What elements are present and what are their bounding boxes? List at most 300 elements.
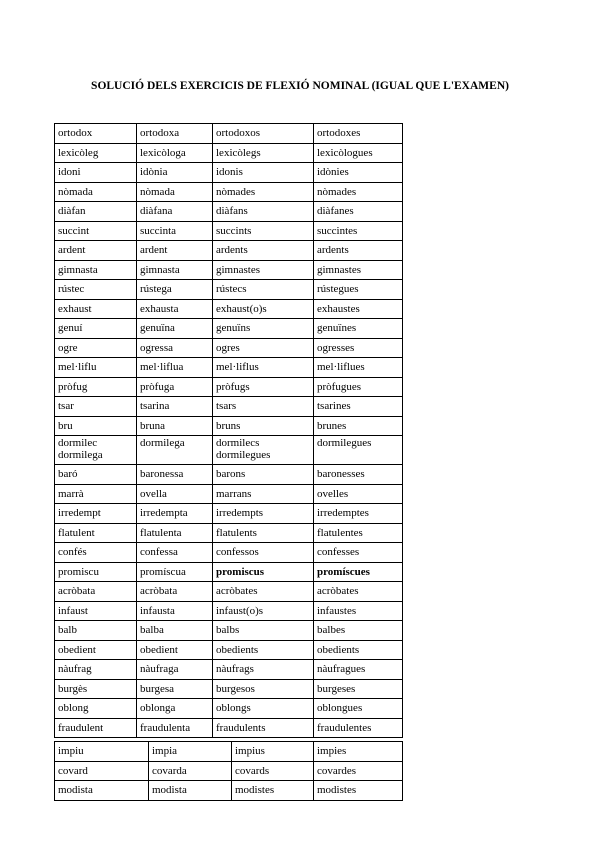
table-cell: [314, 484, 403, 504]
cell-text: impius: [235, 745, 265, 758]
table-row: [55, 299, 403, 319]
table-cell: [213, 163, 314, 183]
cell-text: impies: [317, 745, 347, 758]
table-row: [55, 465, 403, 485]
table-cell: [314, 241, 403, 261]
table-cell: [314, 699, 403, 719]
table-cell: [137, 660, 213, 680]
table-cell: [55, 601, 137, 621]
cell-text: ortodoxos: [216, 127, 260, 140]
cell-text: rústec: [58, 283, 85, 296]
table-cell: [55, 202, 137, 222]
table-cell: [137, 504, 213, 524]
table-row: [55, 562, 403, 582]
cell-text: irredempt: [58, 507, 101, 520]
table-cell: [314, 761, 403, 781]
cell-text: succints: [216, 224, 252, 237]
cell-text: nàufragues: [317, 663, 366, 676]
table-cell: [137, 260, 213, 280]
table-cell: [213, 260, 314, 280]
cell-text: irredemptes: [317, 507, 369, 520]
table-cell: [314, 660, 403, 680]
cell-text: fraudulent: [58, 721, 104, 734]
cell-text: pròfugues: [317, 380, 361, 393]
table-row: [55, 582, 403, 602]
table-cell: [314, 504, 403, 524]
nominal-inflection-table: [54, 123, 403, 738]
table-cell: [213, 319, 314, 339]
cell-text: dormilecs dormilegues: [216, 437, 271, 461]
nominal-inflection-table-continued: [54, 741, 403, 801]
cell-text: nòmades: [317, 185, 357, 198]
table-cell: [55, 163, 137, 183]
cell-text: nàufraga: [140, 663, 179, 676]
cell-text: lexicòleg: [58, 146, 99, 159]
cell-text: covardes: [317, 764, 357, 777]
table-cell: [55, 679, 137, 699]
table-cell: [314, 523, 403, 543]
table-cell: [55, 280, 137, 300]
cell-text: flatulent: [58, 526, 95, 539]
table-row: [55, 163, 403, 183]
cell-text: diàfana: [140, 205, 173, 218]
cell-text: lexicòloga: [140, 146, 186, 159]
cell-text: modista: [152, 784, 187, 797]
table-cell: [137, 221, 213, 241]
table-cell: [213, 543, 314, 563]
cell-text: acròbata: [140, 585, 178, 598]
cell-text: bruns: [216, 419, 241, 432]
cell-text: fraudulenta: [140, 721, 191, 734]
table-cell: [213, 377, 314, 397]
cell-text: gimnasta: [58, 263, 98, 276]
table-cell: [55, 640, 137, 660]
cell-text: dormilega: [140, 437, 185, 449]
cell-text: oblongs: [216, 702, 251, 715]
cell-text: mel·liflus: [216, 361, 259, 374]
cell-text: irredempts: [216, 507, 264, 520]
table-cell: [55, 241, 137, 261]
cell-text: succinta: [140, 224, 177, 237]
cell-text: acròbata: [58, 585, 96, 598]
table-row: [55, 504, 403, 524]
cell-text: confessa: [140, 546, 178, 559]
cell-text: mel·liflues: [317, 361, 365, 374]
table-cell: [55, 562, 137, 582]
table-cell: [137, 124, 213, 144]
cell-text: ortodox: [58, 127, 93, 140]
cell-text: oblonga: [140, 702, 176, 715]
table-cell: [55, 543, 137, 563]
table-cell: [213, 221, 314, 241]
cell-text: flatulentes: [317, 526, 363, 539]
cell-text: obedients: [216, 643, 259, 656]
cell-text: promíscua: [140, 565, 186, 578]
table-cell: [213, 640, 314, 660]
table-cell: [137, 543, 213, 563]
cell-text: ogressa: [140, 341, 173, 354]
table-cell: [137, 640, 213, 660]
cell-text: idonis: [216, 166, 243, 179]
cell-text: ortodoxes: [317, 127, 361, 140]
cell-text: tsar: [58, 400, 74, 413]
table-cell: [55, 124, 137, 144]
cell-text: burgeses: [317, 682, 356, 695]
table-cell: [213, 504, 314, 524]
cell-text: ardent: [58, 244, 86, 257]
table-cell: [314, 182, 403, 202]
table-cell: [314, 202, 403, 222]
table-cell: [314, 562, 403, 582]
table-cell: [213, 484, 314, 504]
cell-text: dormilegues: [317, 437, 372, 449]
cell-text: idònia: [140, 166, 168, 179]
cell-text: pròfuga: [140, 380, 175, 393]
cell-text: ortodoxa: [140, 127, 180, 140]
table-row: [55, 679, 403, 699]
table-cell: [55, 397, 137, 417]
table-cell: [213, 299, 314, 319]
table-cell: [137, 562, 213, 582]
table-row: [55, 761, 403, 781]
cell-text: genuí: [58, 322, 83, 335]
table-cell: [55, 761, 149, 781]
table-cell: [55, 143, 137, 163]
table-cell: [314, 718, 403, 738]
table-cell: [314, 319, 403, 339]
table-cell: [137, 143, 213, 163]
cell-text: rústega: [140, 283, 172, 296]
table-row: [55, 124, 403, 144]
cell-text: burgesa: [140, 682, 175, 695]
table-cell: [314, 621, 403, 641]
table-row: [55, 143, 403, 163]
cell-text: balb: [58, 624, 77, 637]
cell-text: fraudulents: [216, 721, 266, 734]
cell-text: pròfugs: [216, 380, 250, 393]
cell-text: ardents: [317, 244, 349, 257]
table-row: [55, 523, 403, 543]
table-cell: [314, 582, 403, 602]
table-cell: [314, 124, 403, 144]
table-cell: [314, 436, 403, 465]
table-cell: [137, 484, 213, 504]
table-cell: [213, 241, 314, 261]
table-row: [55, 742, 403, 762]
cell-text: rústecs: [216, 283, 247, 296]
table-cell: [314, 543, 403, 563]
cell-text: infaust: [58, 604, 88, 617]
table-row: [55, 338, 403, 358]
cell-text: nòmada: [140, 185, 175, 198]
table-row: [55, 699, 403, 719]
cell-text: nòmades: [216, 185, 256, 198]
table-row: [55, 601, 403, 621]
cell-text: modistes: [235, 784, 275, 797]
table-cell: [137, 241, 213, 261]
cell-text: mel·liflu: [58, 361, 97, 374]
cell-text: confesses: [317, 546, 360, 559]
table-cell: [137, 621, 213, 641]
table-cell: [213, 582, 314, 602]
cell-text: brunes: [317, 419, 347, 432]
table-cell: [232, 781, 314, 801]
table-cell: [314, 601, 403, 621]
table-cell: [213, 338, 314, 358]
table-cell: [55, 699, 137, 719]
table-cell: [137, 699, 213, 719]
table-cell: [314, 299, 403, 319]
cell-text: bruna: [140, 419, 166, 432]
cell-text: obedients: [317, 643, 360, 656]
table-cell: [149, 761, 232, 781]
cell-text: gimnastes: [317, 263, 361, 276]
cell-text: succint: [58, 224, 90, 237]
table-cell: [137, 436, 213, 465]
table-cell: [55, 660, 137, 680]
table-cell: [149, 742, 232, 762]
cell-text: obedient: [140, 643, 178, 656]
cell-text: modistes: [317, 784, 357, 797]
table-cell: [213, 416, 314, 436]
table-row: [55, 640, 403, 660]
cell-text: nòmada: [58, 185, 93, 198]
cell-text: tsars: [216, 400, 237, 413]
table-row: [55, 202, 403, 222]
table-cell: [55, 377, 137, 397]
cell-text: ogres: [216, 341, 240, 354]
cell-text: ogresses: [317, 341, 355, 354]
cell-text: genuïns: [216, 322, 251, 335]
cell-text: oblongues: [317, 702, 363, 715]
table-cell: [137, 465, 213, 485]
cell-text: lexicòlogues: [317, 146, 373, 159]
cell-text: infaustes: [317, 604, 357, 617]
table-cell: [137, 416, 213, 436]
table-cell: [314, 221, 403, 241]
table-cell: [213, 465, 314, 485]
cell-text: covarda: [152, 764, 187, 777]
cell-text: confessos: [216, 546, 259, 559]
table-cell: [137, 397, 213, 417]
cell-text: exhausta: [140, 302, 179, 315]
cell-text: marrà: [58, 487, 84, 500]
table-cell: [314, 742, 403, 762]
table-cell: [55, 221, 137, 241]
table-cell: [213, 699, 314, 719]
table-cell: [55, 358, 137, 378]
cell-text: genuïnes: [317, 322, 357, 335]
table-cell: [137, 182, 213, 202]
cell-text: pròfug: [58, 380, 88, 393]
table-cell: [314, 358, 403, 378]
table-cell: [213, 280, 314, 300]
cell-text: barons: [216, 468, 246, 481]
table-cell: [137, 601, 213, 621]
table-cell: [55, 621, 137, 641]
cell-text: ardents: [216, 244, 248, 257]
cell-text: covards: [235, 764, 270, 777]
table-row: [55, 621, 403, 641]
table-cell: [314, 465, 403, 485]
table-cell: [137, 358, 213, 378]
table-cell: [55, 260, 137, 280]
cell-text: ogre: [58, 341, 78, 354]
table-row: [55, 358, 403, 378]
table-cell: [55, 742, 149, 762]
cell-text: acròbates: [317, 585, 359, 598]
cell-text: ovelles: [317, 487, 349, 500]
cell-text: exhaust(o)s: [216, 302, 267, 315]
table-row: [55, 660, 403, 680]
cell-text: balbs: [216, 624, 240, 637]
table-cell: [314, 143, 403, 163]
table-cell: [314, 640, 403, 660]
table-cell: [55, 582, 137, 602]
cell-text: promiscu: [58, 565, 99, 578]
cell-text: flatulenta: [140, 526, 182, 539]
table-cell: [55, 182, 137, 202]
cell-text: tsarina: [140, 400, 170, 413]
table-row: [55, 436, 403, 465]
table-row: [55, 484, 403, 504]
cell-text: irredempta: [140, 507, 188, 520]
table-cell: [232, 742, 314, 762]
table-cell: [137, 338, 213, 358]
table-cell: [213, 718, 314, 738]
table-cell: [314, 163, 403, 183]
cell-text: ardent: [140, 244, 168, 257]
table-row: [55, 260, 403, 280]
cell-text: flatulents: [216, 526, 257, 539]
table-cell: [137, 299, 213, 319]
cell-text: idoni: [58, 166, 81, 179]
table-row: [55, 377, 403, 397]
table-cell: [55, 781, 149, 801]
cell-text: nàufrag: [58, 663, 92, 676]
table-cell: [55, 299, 137, 319]
table-cell: [55, 338, 137, 358]
table-cell: [213, 621, 314, 641]
table-cell: [314, 260, 403, 280]
table-row: [55, 221, 403, 241]
table-cell: [213, 182, 314, 202]
table-row: [55, 280, 403, 300]
table-cell: [55, 504, 137, 524]
cell-text: gimnasta: [140, 263, 180, 276]
cell-text: acròbates: [216, 585, 258, 598]
cell-text: infaust(o)s: [216, 604, 264, 617]
cell-text: genuïna: [140, 322, 175, 335]
table-cell: [137, 523, 213, 543]
table-cell: [213, 562, 314, 582]
table-row: [55, 319, 403, 339]
table-cell: [232, 761, 314, 781]
cell-text: infausta: [140, 604, 175, 617]
table-cell: [314, 280, 403, 300]
table-cell: [137, 582, 213, 602]
table-cell: [137, 163, 213, 183]
cell-text: exhaustes: [317, 302, 360, 315]
cell-text: balbes: [317, 624, 346, 637]
table-row: [55, 416, 403, 436]
table-cell: [55, 416, 137, 436]
table-cell: [55, 718, 137, 738]
table-cell: [55, 436, 137, 465]
table-cell: [149, 781, 232, 801]
cell-text: balba: [140, 624, 164, 637]
table-cell: [314, 679, 403, 699]
table-cell: [137, 280, 213, 300]
cell-text: promíscues: [317, 565, 370, 578]
page-title: SOLUCIÓ DELS EXERCICIS DE FLEXIÓ NOMINAL (IGUAL QUE L'EXAMEN): [91, 80, 509, 92]
cell-text: covard: [58, 764, 88, 777]
cell-text: marrans: [216, 487, 252, 500]
table-cell: [314, 416, 403, 436]
table-cell: [137, 679, 213, 699]
table-row: [55, 543, 403, 563]
cell-text: impiu: [58, 745, 84, 758]
cell-text: dormilec dormilega: [58, 437, 103, 461]
table-cell: [137, 377, 213, 397]
table-cell: [137, 319, 213, 339]
table-cell: [55, 319, 137, 339]
table-cell: [213, 679, 314, 699]
cell-text: mel·liflua: [140, 361, 184, 374]
cell-text: fraudulentes: [317, 721, 372, 734]
cell-text: diàfanes: [317, 205, 354, 218]
cell-text: obedient: [58, 643, 96, 656]
table-cell: [213, 601, 314, 621]
cell-text: succintes: [317, 224, 358, 237]
cell-text: baronessa: [140, 468, 184, 481]
table-cell: [213, 202, 314, 222]
cell-text: rústegues: [317, 283, 359, 296]
cell-text: tsarines: [317, 400, 351, 413]
table-cell: [213, 397, 314, 417]
cell-text: burgesos: [216, 682, 255, 695]
cell-text: confés: [58, 546, 87, 559]
table-cell: [314, 397, 403, 417]
table-cell: [55, 465, 137, 485]
cell-text: lexicòlegs: [216, 146, 261, 159]
cell-text: baró: [58, 468, 78, 481]
table-cell: [55, 484, 137, 504]
table-row: [55, 718, 403, 738]
cell-text: promiscus: [216, 565, 265, 578]
cell-text: diàfans: [216, 205, 248, 218]
cell-text: impia: [152, 745, 178, 758]
table-cell: [213, 124, 314, 144]
table-cell: [314, 781, 403, 801]
cell-text: oblong: [58, 702, 89, 715]
table-row: [55, 397, 403, 417]
table-cell: [55, 523, 137, 543]
cell-text: diàfan: [58, 205, 86, 218]
cell-text: modista: [58, 784, 93, 797]
table-cell: [213, 436, 314, 465]
cell-text: gimnastes: [216, 263, 260, 276]
table-cell: [213, 358, 314, 378]
table-cell: [314, 338, 403, 358]
table-cell: [213, 660, 314, 680]
table-row: [55, 182, 403, 202]
table-row: [55, 781, 403, 801]
cell-text: baronesses: [317, 468, 365, 481]
cell-text: nàufrags: [216, 663, 254, 676]
table-cell: [213, 143, 314, 163]
cell-text: ovella: [140, 487, 167, 500]
